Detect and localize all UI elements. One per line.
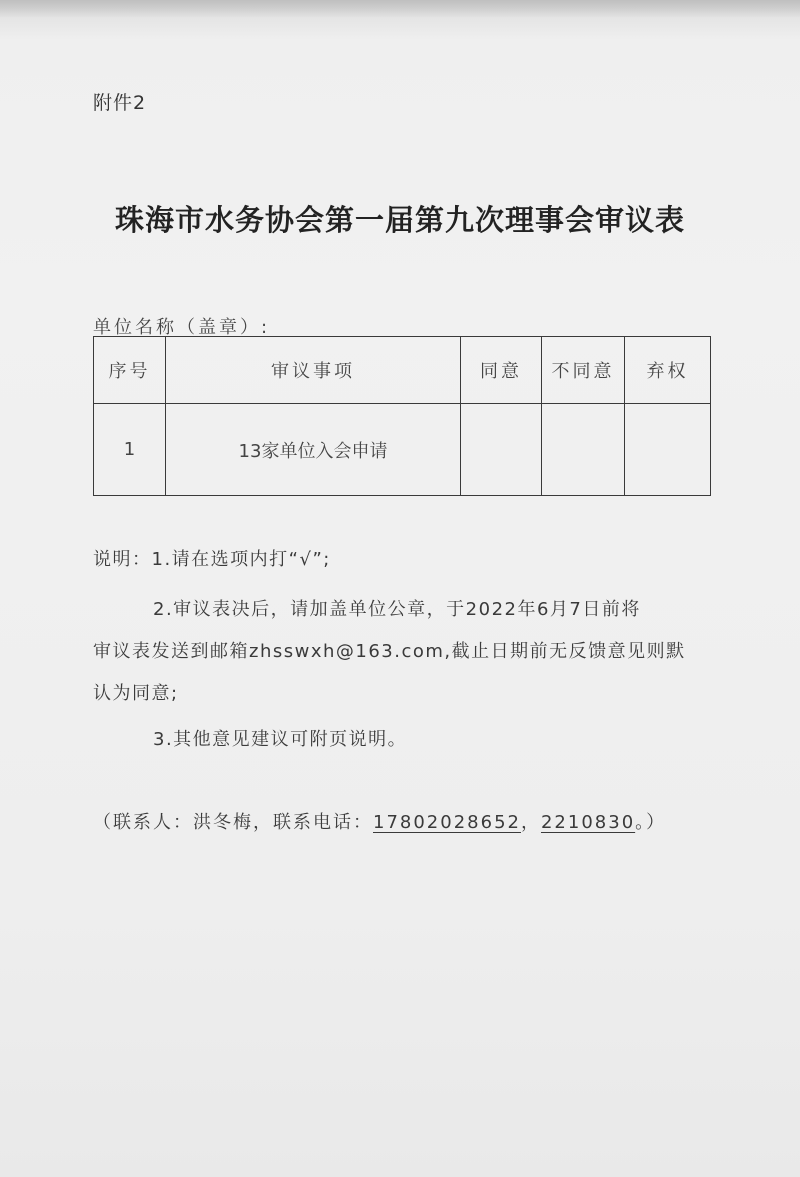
instruction-line-2: 2.审议表决后，请加盖单位公章，于2022年6月7日前将 [153, 599, 641, 620]
instruction-line-5: 3.其他意见建议可附页说明。 [153, 729, 408, 750]
table-header-row [94, 337, 711, 404]
header-agree: 同意 [461, 337, 542, 404]
table-row [94, 404, 711, 496]
document-title: 珠海市水务协会第一届第九次理事会审议表 [114, 203, 685, 237]
contact-phone-mobile: 17802028652 [373, 812, 521, 833]
instruction-line-4: 认为同意; [93, 683, 179, 704]
attachment-label: 附件2 [93, 92, 147, 114]
review-table [93, 336, 711, 496]
instruction-line-1: 说明：1.请在选项内打“√”; [93, 549, 331, 570]
contact-prefix: （联系人：洪冬梅，联系电话： [93, 812, 373, 833]
agree-checkbox-cell[interactable] [461, 404, 542, 496]
header-disagree: 不同意 [542, 337, 625, 404]
header-seq: 序号 [94, 337, 166, 404]
row-seq-cell: 1 [94, 404, 166, 496]
header-item: 审议事项 [166, 337, 461, 404]
abstain-checkbox-cell[interactable] [625, 404, 711, 496]
contact-separator: ， [520, 812, 541, 833]
contact-info [93, 808, 666, 834]
row-item-cell: 13家单位入会申请 [166, 404, 461, 496]
instruction-line-3: 审议表发送到邮箱zhsswxh@163.com,截止日期前无反馈意见则默 [93, 641, 686, 662]
header-abstain: 弃权 [625, 337, 711, 404]
disagree-checkbox-cell[interactable] [542, 404, 625, 496]
contact-suffix: 。） [635, 812, 667, 833]
contact-phone-office: 2210830 [540, 812, 636, 833]
unit-name-label: 单位名称（盖章）: [93, 317, 271, 338]
